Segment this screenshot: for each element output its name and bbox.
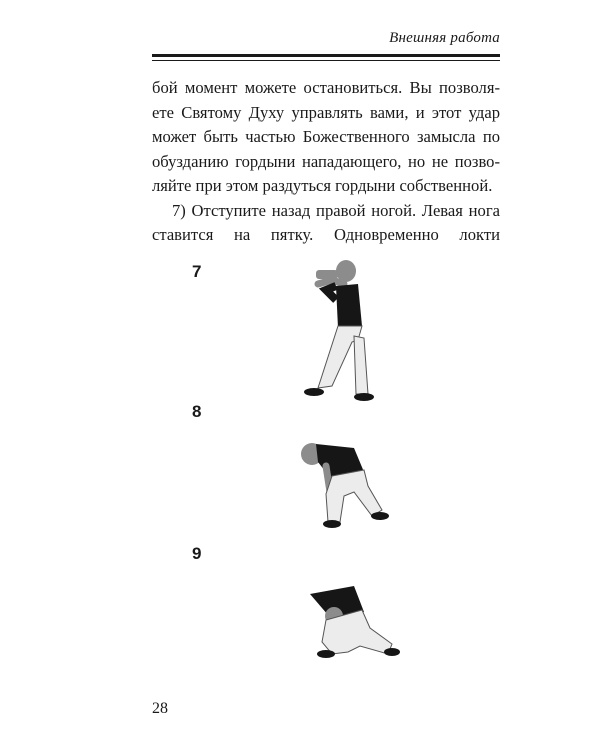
figure-9-illustration: [304, 584, 400, 660]
text-line: бой момент можете остановиться. Вы позволя-: [152, 78, 500, 97]
running-head: Внешняя работа: [389, 30, 500, 46]
figure-label-9: 9: [192, 544, 202, 563]
figure-7-illustration: [292, 256, 382, 404]
figure-8-illustration: [296, 436, 396, 530]
page-header: [152, 30, 500, 70]
page-number: 28: [152, 700, 168, 717]
figure-label-7: 7: [192, 262, 202, 281]
paragraph-1: [152, 76, 500, 199]
header-rule-thin: [152, 60, 500, 61]
text-line: ляйте при этом раздуться гордыни собственной.: [152, 176, 493, 195]
text-line: ете Святому Духу управлять вами, и этот удар: [152, 102, 500, 122]
text-line: может быть частью Божественного замысла по: [152, 127, 500, 146]
text-line: 7) Отступите назад правой ногой. Левая: [172, 200, 463, 220]
paragraph-2: [152, 199, 500, 248]
figure-label-8: 8: [192, 402, 202, 421]
text-line: обузданию гордыни нападающего, но не позво-: [152, 151, 500, 171]
body-text: [152, 76, 500, 248]
text-line: нога ставится на пятку. Одновременно локти: [152, 200, 501, 244]
header-rule-thick: [152, 54, 500, 57]
